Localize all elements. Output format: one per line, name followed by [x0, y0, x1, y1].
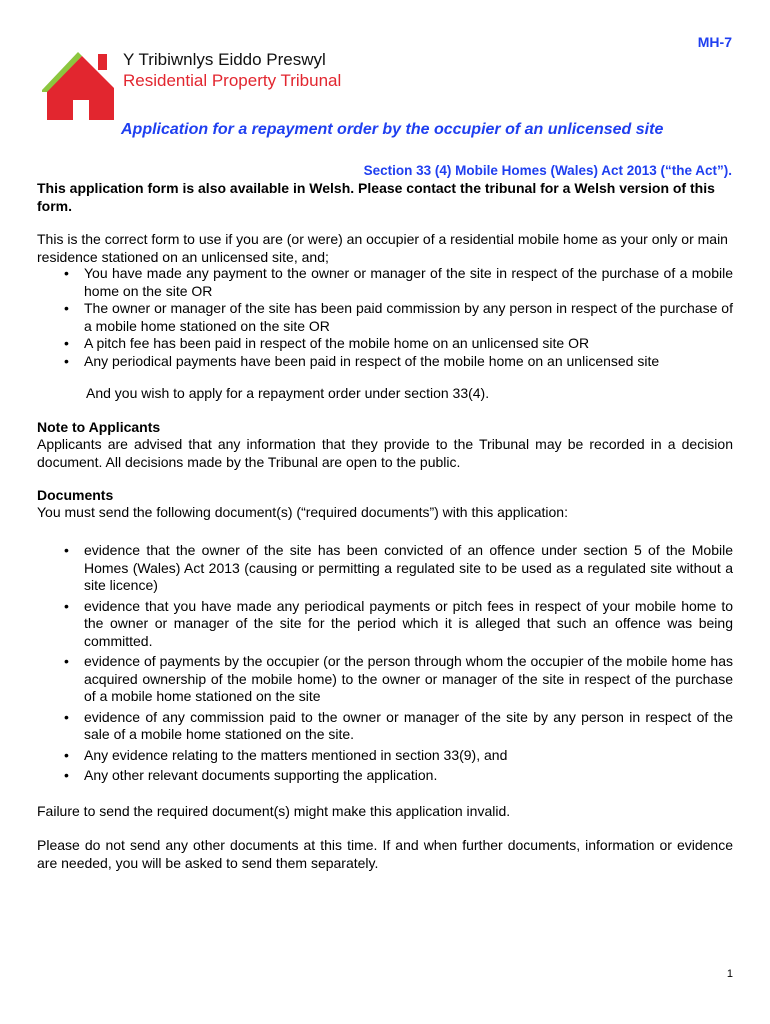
- list-item: [37, 709, 733, 744]
- logo-chimney: [98, 54, 107, 70]
- list-item: [37, 747, 733, 765]
- logo-door: [73, 100, 89, 120]
- list-item: [37, 265, 733, 300]
- list-item: [37, 542, 733, 595]
- documents-heading: Documents: [37, 487, 114, 503]
- form-code: MH-7: [697, 34, 732, 50]
- bullet-icon: •: [64, 597, 69, 614]
- page-number: 1: [726, 968, 733, 980]
- documents-intro: You must send the following document(s) (“required documents”) with this application:: [37, 504, 568, 520]
- bullet-icon: •: [64, 767, 69, 783]
- intro-bullet-list: [37, 265, 733, 370]
- list-item-text: evidence of any commission paid to the owner or manager of the site by any person in respect of the sale of a mobile home stationed on the site.: [84, 708, 733, 742]
- list-item: [37, 767, 733, 785]
- bullet-icon: •: [64, 300, 69, 316]
- list-item: [37, 653, 733, 706]
- bullet-icon: •: [64, 352, 69, 369]
- bullet-icon: •: [64, 708, 69, 725]
- list-item: [37, 335, 733, 353]
- bullet-icon: •: [64, 653, 69, 669]
- failure-text: Failure to send the required document(s) might make this application invalid.: [37, 803, 511, 819]
- note-text: Applicants are advised that any information that they provide to the Tribunal may be recorded in a decision document. All decisions made by the Tribunal are open to the public.: [37, 436, 733, 470]
- list-item: [37, 300, 733, 335]
- list-item-text: Any other relevant documents supporting the application.: [84, 767, 438, 783]
- logo-english-name: Residential Property Tribunal: [123, 71, 342, 90]
- intro-text: This is the correct form to use if you are (or were) an occupier of a residential mobile home as your only or main residence stationed on an unlicensed site, and;: [37, 231, 728, 265]
- list-item-text: You have made any payment to the owner or manager of the site in respect of the purchase of a mobile home on the site OR: [84, 265, 733, 299]
- list-item-text: Any periodical payments have been paid in respect of the mobile home on an unlicensed site: [84, 352, 660, 369]
- bullet-icon: •: [64, 542, 69, 558]
- list-item-text: A pitch fee has been paid in respect of the mobile home on an unlicensed site OR: [84, 335, 590, 351]
- welsh-notice: This application form is also available in Welsh. Please contact the tribunal for a Welsh version of this form.: [37, 180, 715, 214]
- list-item-text: The owner or manager of the site has been paid commission by any person in respect of the purchase of a mobile home stationed on the site OR: [84, 300, 733, 334]
- list-item-text: evidence of payments by the occupier (or the person through whom the occupier of the mobile home has acquired ownership of the mobile home) to the owner or manager of the site in respect of the purchase of a mobile home stationed on the site: [84, 653, 733, 704]
- logo-welsh-name: Y Tribiwnlys Eiddo Preswyl: [123, 50, 326, 69]
- intro-closing: And you wish to apply for a repayment order under section 33(4).: [86, 385, 490, 401]
- list-item: [37, 353, 733, 371]
- other-documents-text: Please do not send any other documents at this time. If and when further documents, information or evidence are needed, you will be asked to send them separately.: [37, 837, 733, 871]
- list-item-text: evidence that the owner of the site has been convicted of an offence under section 5 of the Mobile Homes (Wales) Act 2013 (causing or permitting a regulated site to be used as a regulated site without a site licence): [84, 542, 733, 593]
- page-title: Application for a repayment order by the occupier of an unlicensed site: [121, 121, 664, 138]
- list-item-text: Any evidence relating to the matters mentioned in section 33(9), and: [84, 746, 508, 763]
- bullet-icon: •: [64, 265, 69, 281]
- note-heading: Note to Applicants: [37, 419, 161, 435]
- documents-bullet-list: [37, 542, 733, 785]
- list-item-text: evidence that you have made any periodical payments or pitch fees in respect of your mobile home to the owner or manager of the site for the period which it is alleged that such an offence was being committed.: [84, 597, 733, 649]
- section-reference: Section 33 (4) Mobile Homes (Wales) Act 2013 (“the Act”).: [363, 163, 732, 178]
- bullet-icon: •: [64, 335, 69, 351]
- list-item: [37, 598, 733, 651]
- bullet-icon: •: [64, 746, 69, 763]
